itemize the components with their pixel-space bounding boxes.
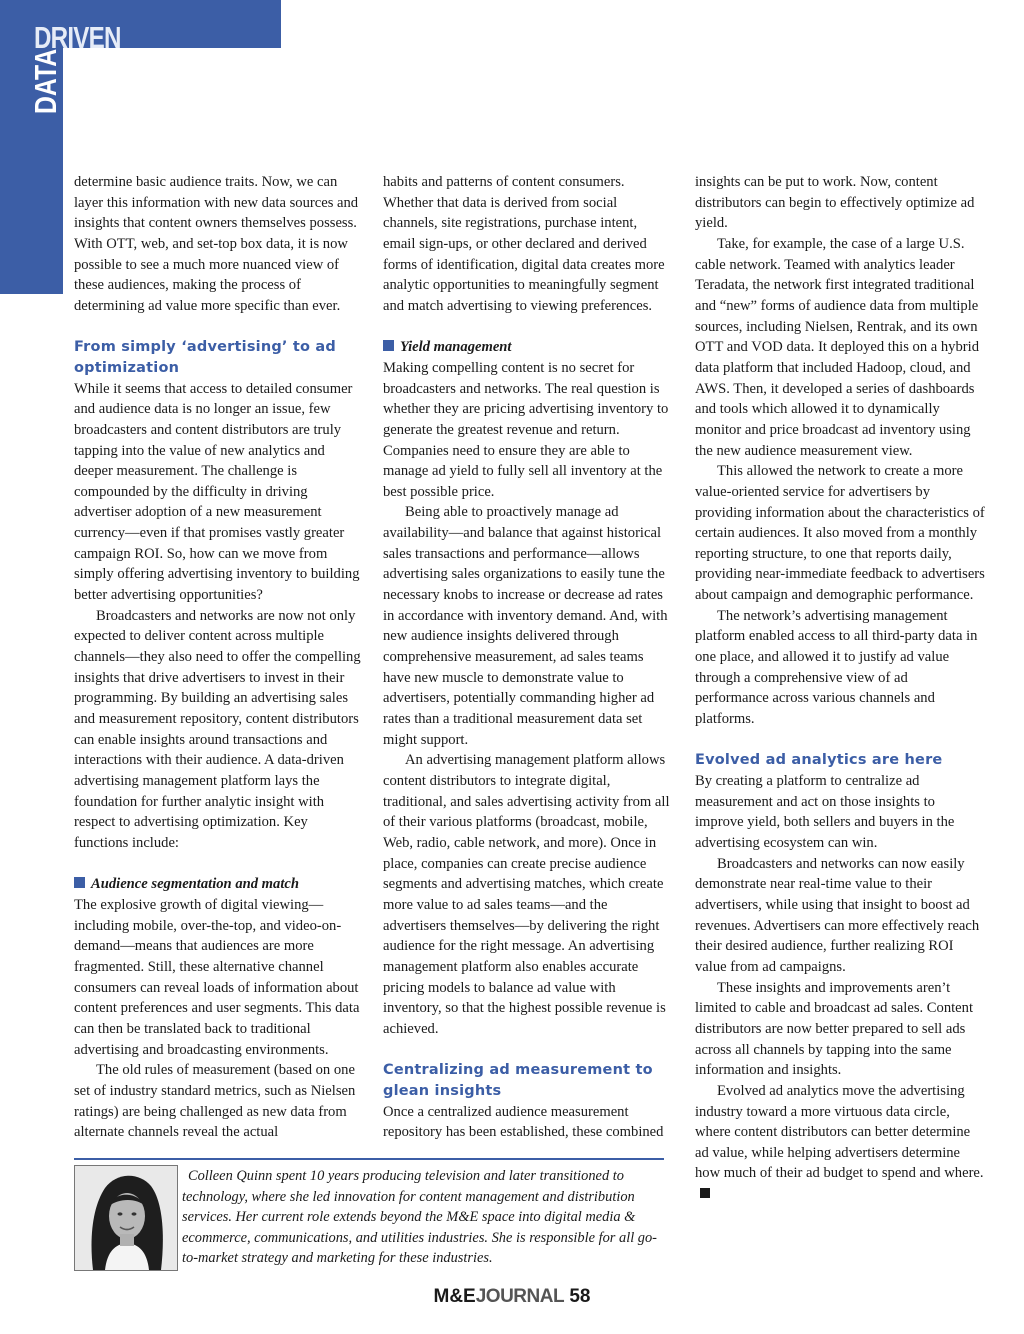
bio-divider <box>74 1158 664 1160</box>
subheading-text: Yield management <box>400 339 512 356</box>
article-column-1 <box>74 172 364 1143</box>
section-heading: Centralizing ad measurement to glean insights <box>383 1062 653 1099</box>
footer-journal: JOURNAL <box>475 1286 565 1307</box>
paragraph: The network’s advertising management platform enabled access to all third-party data in one place, and allowed it to justify ad value through a comprehensive view of ad performance across various channels and platforms. <box>695 607 978 728</box>
paragraph: Broadcasters and networks are now not only expected to deliver content across multiple channels—they also need to offer the compelling insights that drive advertisers to invest in their programming. By building an advertising sales and measurement repository, content distributors can enable insights around transactions and interactions with their audience. A data-driven advertising management platform lays the foundation for further analytic insight with respect to advertising optimization. Key functions include: <box>74 607 361 851</box>
closing-paragraph-text: Evolved ad analytics move the advertising industry toward a more virtuous data circle, where content distributors can better determine ad value, while helping advertisers determine how much of their ad budget to spend and where. <box>695 1082 984 1182</box>
subheading <box>74 874 364 895</box>
paragraph: Take, for example, the case of a large U.S. cable network. Teamed with analytics leader Teradata, the network first integrated traditional and “new” forms of audience data from multiple sources, including Nielsen, Rentrak, and its own OTT and VOD data. It deployed this on a hybrid data platform that included Hadoop, cloud, and AWS. Then, it developed a series of dashboards and tools which allowed it to dynamically monitor and price broadcast ad inventory using the new audience measurement view. <box>695 235 979 459</box>
author-bio-text: Colleen Quinn spent 10 years producing television and later transitioned to technology, where she led innovation for content management and distribution services. Her current role extends beyond the M&E space into digital media & ecommerce, communications, and utilities industries. She is responsible for all go-to-market strategy and marketing for these industries. <box>182 1168 657 1267</box>
paragraph: The old rules of measurement (based on one set of industry standard metrics, such as Nielsen ratings) are being challenged as new data from alternate channels reveal the actual <box>74 1062 356 1141</box>
subheading <box>383 337 673 358</box>
paragraph: insights can be put to work. Now, content distributors can begin to effectively optimize ad yield. <box>695 174 975 232</box>
paragraph: These insights and improvements aren’t limited to cable and broadcast ad sales. Content distributors are now better prepared to sell ads across all channels by tapping into the same information and insights. <box>695 979 974 1079</box>
paragraph: While it seems that access to detailed consumer and audience data is no longer an issue, few broadcasters and content distributors are truly tapping into the value of new analytics and deeper measurement. The challenge is compounded by the difficulty in driving advertiser adoption of a new measurement currency—even if that promises vastly greater campaign ROI. So, how can we move from simply offering advertising inventory to building better advertising opportunities? <box>74 380 360 604</box>
square-bullet-icon <box>74 877 85 888</box>
paragraph: Broadcasters and networks can now easily demonstrate near real-time value to their advertisers, while using that insight to boost ad revenues. Advertisers can more effectively reach their desired audience, further realizing ROI value from ad campaigns. <box>695 855 980 975</box>
paragraph: This allowed the network to create a more value-oriented service for advertisers by providing information about the characteristics of certain audiences. It also moved from a monthly reporting structure, to one that reports daily, providing near-immediate feedback to advertisers about campaign and demographic performance. <box>695 463 985 604</box>
paragraph: The explosive growth of digital viewing—including mobile, over-the-top, and video-on-demand—means that audiences are more fragmented. Still, these alternative channel consumers can reveal loads of information about content preferences and user segments. This data can then be translated back to traditional advertising and broadcasting environments. <box>74 896 360 1058</box>
article-column-2 <box>383 172 673 1143</box>
square-bullet-icon <box>383 340 394 351</box>
author-portrait-icon <box>75 1166 177 1270</box>
paragraph <box>695 1081 985 1205</box>
author-photo <box>74 1165 178 1271</box>
article-column-3 <box>695 172 985 1205</box>
paragraph: habits and patterns of content consumers. Whether that data is derived from social channels, site registrations, purchase intent, email sign-ups, or other declared and derived forms of identification, digital data creates more analytic opportunities to meaningfully segment and match advertising to viewing preferences. <box>383 174 665 314</box>
section-label-data: DATA <box>28 48 63 114</box>
paragraph: Being able to proactively manage ad availability—and balance that against historical sales transactions and performance—allows advertising sales organizations to easily tune the necessary knobs to increase or decrease ad rates in accordance with inventory demand. And, with new audience insights delivered through comprehensive measurement, ad sales teams have new muscle to demonstrate value to advertisers, potentially commanding higher ad rates than a traditional measurement data set might support. <box>383 504 668 748</box>
author-bio <box>182 1166 664 1269</box>
footer-brand: M&E <box>433 1286 476 1307</box>
section-heading: Evolved ad analytics are here <box>695 752 943 769</box>
paragraph: Once a centralized audience measurement repository has been established, these combined <box>383 1103 664 1141</box>
paragraph: An advertising management platform allows content distributors to integrate digital, traditional, and sales advertising activity from all of their various platforms (broadcast, mobile, Web, radio, cable network, and more). Once in place, companies can create precise audience segments and advertising matches, which create more value to ad sales teams—and the advertisers themselves—by delivering the right audience for the right message. An advertising management platform also enables accurate pricing models to balance ad value with inventory, so that the highest possible revenue is achieved. <box>383 752 670 1037</box>
paragraph: Making compelling content is no secret for broadcasters and networks. The real question is whether they are pricing advertising inventory to generate the greatest revenue and return. Companies need to ensure they are able to manage ad yield to fully sell all inventory at the best possible price. <box>383 359 669 500</box>
section-label-driven: DRIVEN <box>34 20 121 55</box>
page-number: 58 <box>569 1286 591 1307</box>
subheading-text: Audience segmentation and match <box>91 876 299 893</box>
end-mark-icon <box>700 1188 710 1198</box>
paragraph: determine basic audience traits. Now, we can layer this information with new data sources and insights that content owners themselves possess. With OTT, web, and set-top box data, it is now possible to see a much more nuanced view of these audiences, making the process of determining ad value more specific than ever. <box>74 174 359 314</box>
page-footer <box>0 1286 1024 1308</box>
section-heading: From simply ‘advertising’ to ad optimization <box>74 339 336 376</box>
paragraph: By creating a platform to centralize ad measurement and act on those insights to improve yield, both sellers and buyers in the advertising ecosystem can win. <box>695 773 955 851</box>
